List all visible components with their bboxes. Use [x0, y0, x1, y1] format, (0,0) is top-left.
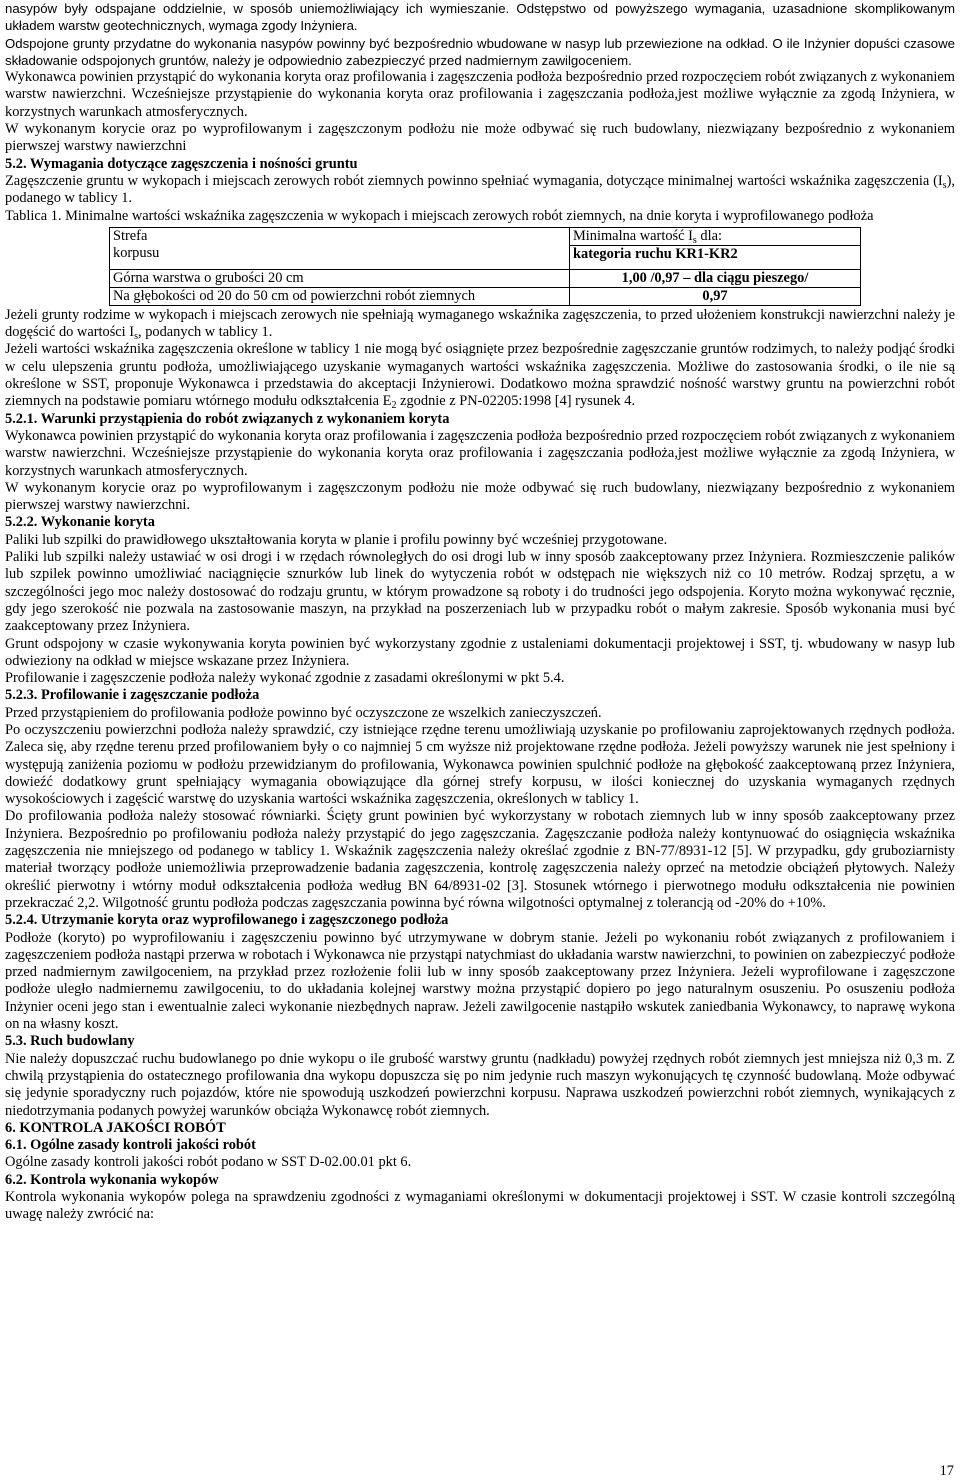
section-heading-6-1: 6.1. Ogólne zasady kontroli jakości robót — [5, 1137, 256, 1154]
paragraph: W wykonanym korycie oraz po wyprofilowanym i zagęszczonym podłożu nie może odbywać się ruch budowlany, niezwiązany bezpośrednio z wykonaniem pierwszej warstwy nawierzchni — [5, 121, 955, 155]
paragraph: Jeżeli wartości wskaźnika zagęszczenia określone w tablicy 1 nie mogą być osiągnięte przez bezpośrednie zagęszczanie gruntów rodzimych, to należy podjąć środki w celu ulepszenia gruntu podłoża, umożliwiającego uzyskanie wymaganych wartości wskaźnika zagęszczenia. Możliwe do zastosowania środki, o ile nie są określone w SST, proponuje Wykonawca i przedstawia do akceptacji Inżynierowi. Dodatkowo można sprawdzić nośność warstwy gruntu na powierzchni robót ziemnych na podstawie pomiaru wtórnego modułu odkształcenia $E_2$ zgodnie z PN-02205:1998 [4] rysunek 4. — [5, 341, 955, 412]
paragraph: Do profilowania podłoża należy stosować równiarki. Ścięty grunt powinien być wykorzystany w robotach ziemnych lub w inny sposób zaakceptowany przez Inżyniera. Bezpośrednio po profilowaniu podłoża należy przystąpić do jego zagęszczania. Zagęszczanie podłoża należy kontynuować do osiągnięcia wskaźnika zagęszczenia nie mniejszego od podanego w tablicy 1. Wskaźnik zagęszczenia należy określać zgodnie z BN-77/8931-12 [5]. W przypadku, gdy gruboziarnisty materiał tworzący podłoże uniemożliwia przeprowadzenie badania zagęszczenia, kontrolę zagęszczenia należy oprzeć na metodzie obciążeń płytowych. Należy określić pierwotny i wtórny moduł odkształcenia podłoża według BN 64/8931-02 [3]. Stosunek wtórnego i pierwotnego modułu odkształcenia nie powinien przekraczać 2,2. Wilgotność gruntu podłoża podczas zagęszczania powinna być równa wilgotności optymalnej z tolerancją od -20% do +10%. — [5, 808, 955, 911]
section-heading-5-2: 5.2. Wymagania dotyczące zagęszczenia i nośności gruntu — [5, 155, 358, 172]
table-header-zone-2: korpusu — [110, 245, 570, 263]
table-caption: Tablica 1. Minimalne wartości wskaźnika zagęszczenia w wykopach i miejscach zerowych robót ziemnych, na dnie koryta i wyprofilowanego podłoża — [5, 207, 874, 224]
paragraph: Przed przystąpieniem do profilowania podłoże powinno być oczyszczone ze wszelkich zanieczyszczeń. — [5, 704, 602, 721]
paragraph: Odspojone grunty przydatne do wykonania nasypów powinny być bezpośrednio wbudowane w nasyp lub przewiezione na odkład. O ile Inżynier dopuści czasowe składowanie odspojonych gruntów, należy je odpowiednio zabezpieczyć przed nadmiernym zawilgoceniem. — [5, 35, 955, 68]
section-heading-5-3: 5.3. Ruch budowlany — [5, 1033, 135, 1050]
section-heading-6: 6. KONTROLA JAKOŚCI ROBÓT — [5, 1119, 226, 1136]
section-heading-5-2-2: 5.2.2. Wykonanie koryta — [5, 514, 155, 531]
paragraph: Zagęszczenie gruntu w wykopach i miejscach zerowych robót ziemnych powinno spełniać wymagania, dotyczące minimalnej wartości wskaźnika zagęszczenia $(I_s)$, podanego w tablicy 1. — [5, 172, 955, 207]
paragraph: Wykonawca powinien przystąpić do wykonania koryta oraz profilowania i zagęszczenia podłoża bezpośrednio przed rozpoczęciem robót związanych z wykonaniem warstw nawierzchni. Wcześniejsze przystąpienie do wykonania koryta oraz profilowania i zagęszczania podłoża,jest możliwe wyłącznie za zgodą Inżyniera, w korzystnych warunkach atmosferycznych. — [5, 69, 955, 120]
section-heading-5-2-4: 5.2.4. Utrzymanie koryta oraz wyprofilowanego i zagęszczonego podłoża — [5, 912, 449, 929]
paragraph: Paliki lub szpilki należy ustawiać w osi drogi i w rzędach równoległych do osi drogi lub w inny sposób zaakceptowany przez Inżyniera. Rozmieszczenie palików lub szpilek powinno umożliwiać naciągnięcie sznurków lub linek do wytyczenia robót w odstępach nie większych niż co 10 metrów. Rodzaj sprzętu, a w szczególności jego moc należy dostosować do rodzaju gruntu, w którym prowadzone są roboty i do trudności jego odspojenia. Koryto można wykonywać ręcznie, gdy jego szerokość nie pozwala na zastosowanie maszyn, na przykład na poszerzeniach lub w przypadku robót o małym zakresie. Sposób wykonania musi być zaakceptowany przez Inżyniera. — [5, 549, 955, 635]
table-cell: Górna warstwa o grubości 20 cm — [110, 269, 570, 287]
paragraph: Kontrola wykonania wykopów polega na sprawdzeniu zgodności z wymaganiami określonymi w dokumentacji projektowej i SST. W czasie kontroli szczególną uwagę należy zwrócić na: — [5, 1189, 955, 1223]
table-cell: 1,00 /0,97 – dla ciągu pieszego/ — [570, 269, 861, 287]
paragraph: Wykonawca powinien przystąpić do wykonania koryta oraz profilowania i zagęszczenia podłoża bezpośrednio przed rozpoczęciem robót związanych z wykonaniem warstw nawierzchni. Wcześniejsze przystąpienie do wykonania koryta oraz profilowania i zagęszczania podłoża,jest możliwe wyłącznie za zgodą Inżyniera, w korzystnych warunkach atmosferycznych. — [5, 427, 955, 479]
top-block — [5, 0, 955, 69]
paragraph: Profilowanie i zagęszczenie podłoża należy wykonać zgodnie z zasadami określonymi w pkt 5.4. — [5, 670, 565, 687]
table-cell: Na głębokości od 20 do 50 cm od powierzchni robót ziemnych — [110, 287, 570, 305]
page-number: 17 — [939, 1463, 954, 1479]
section-heading-5-2-1: 5.2.1. Warunki przystąpienia do robót związanych z wykonaniem koryta — [5, 410, 450, 427]
section-heading-6-2: 6.2. Kontrola wykonania wykopów — [5, 1171, 219, 1188]
compaction-table — [109, 227, 861, 306]
paragraph: Jeżeli grunty rodzime w wykopach i miejscach zerowych nie spełniają wymaganego wskaźnika zagęszczenia, to przed ułożeniem konstrukcji nawierzchni należy je dogęścić do wartości $I_s$, podanych w tablicy 1. — [5, 306, 955, 343]
table-row — [110, 287, 861, 305]
paragraph: nasypów były odspajane oddzielnie, w sposób uniemożliwiający ich wymieszanie. Odstępstwo od powyższego wymagania, uzasadnione skomplikowanym układem warstw geotechnicznych, wymaga zgody Inżyniera. — [5, 1, 955, 34]
paragraph: W wykonanym korycie oraz po wyprofilowanym i zagęszczonym podłożu nie może odbywać się ruch budowlany, niezwiązany bezpośrednio z wykonaniem pierwszej warstwy nawierzchni. — [5, 479, 955, 514]
paragraph: Grunt odspojony w czasie wykonywania koryta powinien być wykorzystany zgodnie z ustaleniami dokumentacji projektowej i SST, tj. wbudowany w nasyp lub odwieziony na odkład w miejsce wskazane przez Inżyniera. — [5, 635, 955, 669]
table-header-min-value: Minimalna wartość $I_s$ dla: — [570, 227, 861, 245]
paragraph: Paliki lub szpilki do prawidłowego ukształtowania koryta w planie i profilu powinny być wcześniej przygotowane. — [5, 531, 668, 548]
paragraph: Nie należy dopuszczać ruchu budowlanego po dnie wykopu o ile grubość warstwy gruntu (nadkładu) powyżej rzędnych robót ziemnych jest mniejsza niż 0,3 m. Z chwilą przystąpienia do ostatecznego profilowania dna wykopu dopuszcza się po nim jedynie ruch maszyn wykonujących tę czynność budowlaną. Może odbywać się jedynie sporadyczny ruch pojazdów, które nie spowodują uszkodzeń powierzchni korpusu. Naprawa uszkodzeń powierzchni robót ziemnych, wynikających z niedotrzymania podanych powyżej warunków obciąża Wykonawcę robót ziemnych. — [5, 1050, 955, 1119]
paragraph: Podłoże (koryto) po wyprofilowaniu i zagęszczeniu powinno być utrzymywane w dobrym stanie. Jeżeli po wykonaniu robót związanych z profilowaniem i zagęszczeniem podłoża nastąpi przerwa w robotach i Wykonawca nie przystąpi natychmiast do układania warstw nawierzchni, to powinien on zabezpieczyć podłoże przed nadmiernym zawilgoceniem, na przykład przez rozłożenie folii lub w inny sposób zaakceptowany przez Inżyniera. Jeżeli wyprofilowane i zagęszczone podłoże uległo nadmiernemu zawilgoceniu, to do układania kolejnej warstwy można przystąpić dopiero po jego naturalnym osuszeniu. Po osuszeniu podłoża Inżynier oceni jego stan i ewentualnie zaleci wykonanie niezbędnych napraw. Jeżeli zawilgocenie nastąpiło wskutek zaniedbania Wykonawcy, to naprawę wykona on na własny koszt. — [5, 929, 955, 1033]
table-header-traffic: kategoria ruchu KR1-KR2 — [570, 245, 861, 263]
table-row — [110, 269, 861, 287]
table-header-zone: Strefa — [110, 227, 570, 245]
table-cell: 0,97 — [570, 287, 861, 305]
document-page — [5, 0, 955, 1224]
paragraph: Po oczyszczeniu powierzchni podłoża należy sprawdzić, czy istniejące rzędne terenu umożliwiają uzyskanie po profilowaniu zaprojektowanych rzędnych podłoża. Zaleca się, aby rzędne terenu przed profilowaniem były o co najmniej 5 cm wyższe niż projektowane rzędne podłoża. Jeżeli powyższy warunek nie jest spełniony i występują zaniżenia poziomu w podłożu przewidzianym do profilowania, Wykonawca powinien spulchnić podłoże na głębokość zaakceptowaną przez Inżyniera, dowieźć dodatkowy grunt spełniający wymagania obowiązujące dla górnej strefy korpusu, w ilości koniecznej do uzyskania wymaganych rzędnych wysokościowych i zagęścić warstwę do uzyskania wartości wskaźnika zagęszczenia, określonych w tablicy 1. — [5, 721, 955, 808]
paragraph: Ogólne zasady kontroli jakości robót podano w SST D-02.00.01 pkt 6. — [5, 1154, 412, 1171]
section-heading-5-2-3: 5.2.3. Profilowanie i zagęszczanie podłoża — [5, 687, 260, 704]
